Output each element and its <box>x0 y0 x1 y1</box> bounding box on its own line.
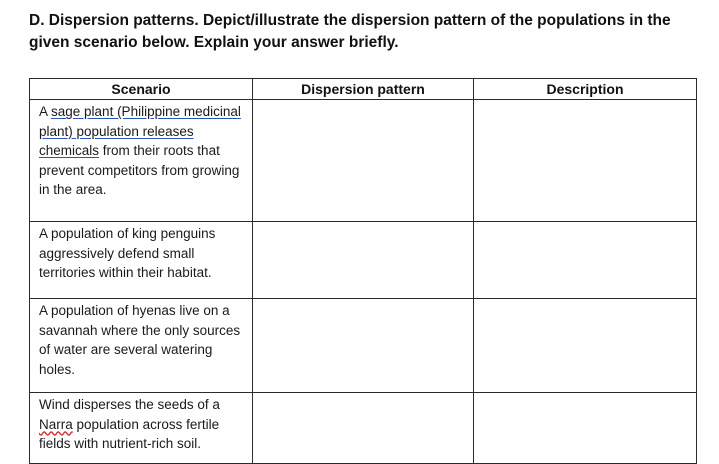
scenario-prefix: A <box>39 104 52 119</box>
header-dispersion-pattern: Dispersion pattern <box>253 79 474 100</box>
scenario-text: A population of hyenas live on a savannah where the only sources of water are several watering holes. <box>39 303 241 377</box>
table-row <box>30 222 697 299</box>
header-description: Description <box>474 79 697 100</box>
scenario-suffix: from their roots that prevent competitors from growing in the area. <box>39 143 240 198</box>
scenario-prefix: Wind disperses the seeds of a <box>39 397 220 412</box>
table-row <box>30 100 697 222</box>
scenario-text <box>30 393 252 454</box>
scenario-cell <box>30 299 253 393</box>
scenario-text: A population of king penguins aggressively defend small territories within their habitat. <box>39 226 216 281</box>
dispersion-pattern-cell[interactable] <box>253 100 474 222</box>
scenario-suffix: population across fertile fields with nutrient-rich soil. <box>39 416 220 452</box>
scenario-text <box>30 100 252 200</box>
description-cell[interactable] <box>474 100 697 222</box>
header-row <box>30 79 697 100</box>
header-scenario: Scenario <box>30 79 253 100</box>
scenario-cell <box>30 222 253 299</box>
description-cell[interactable] <box>474 222 697 299</box>
table-row <box>30 299 697 393</box>
dispersion-table <box>29 78 697 464</box>
spellcheck-flagged-word[interactable]: Narra <box>39 416 73 432</box>
scenario-link-text[interactable]: sage plant (Philippine medicinal plant) population releases chemicals <box>39 104 241 159</box>
dispersion-pattern-cell[interactable] <box>253 299 474 393</box>
section-heading <box>29 10 709 53</box>
section-title-line-2: given scenario below. Explain your answer briefly. <box>29 33 399 51</box>
section-title-line-1: D. Dispersion patterns. Depict/illustrate the dispersion pattern of the populations in the <box>29 12 671 29</box>
dispersion-pattern-cell[interactable] <box>253 222 474 299</box>
description-cell[interactable] <box>474 299 697 393</box>
scenario-cell <box>30 100 253 222</box>
